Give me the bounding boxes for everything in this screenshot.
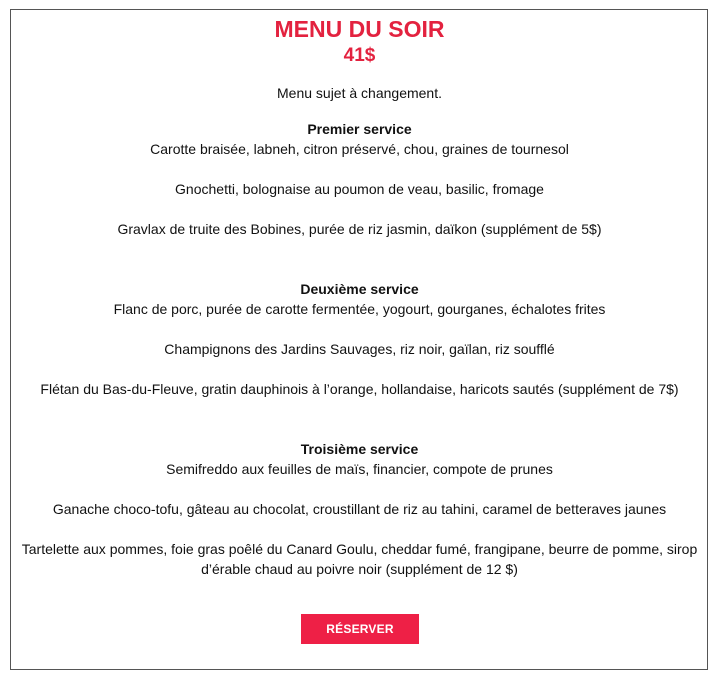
- menu-item: Gnochetti, bolognaise au poumon de veau, basilic, fromage: [175, 181, 544, 197]
- menu-item-continuation: d’érable chaud au poivre noir (supplément de 12 $): [201, 561, 518, 577]
- section-heading-deuxieme: Deuxième service: [300, 281, 419, 297]
- menu-item: Carotte braisée, labneh, citron préservé, chou, graines de tournesol: [150, 141, 569, 157]
- menu-item: Champignons des Jardins Sauvages, riz noir, gaïlan, riz soufflé: [164, 341, 555, 357]
- section-heading-troisieme: Troisième service: [300, 441, 419, 457]
- menu-item: Ganache choco-tofu, gâteau au chocolat, croustillant de riz au tahini, caramel de betteraves jaunes: [52, 501, 667, 517]
- menu-item: Flétan du Bas-du-Fleuve, gratin dauphinois à l’orange, hollandaise, haricots sautés (supplément de 7$): [40, 381, 679, 397]
- section-heading-premier: Premier service: [307, 121, 412, 137]
- reserve-button[interactable]: RÉSERVER: [301, 614, 419, 644]
- menu-item: Gravlax de truite des Bobines, purée de riz jasmin, daïkon (supplément de 5$): [117, 221, 602, 237]
- menu-item: Semifreddo aux feuilles de maïs, financier, compote de prunes: [166, 461, 553, 477]
- menu-title: MENU DU SOIR: [274, 16, 445, 42]
- menu-item: Tartelette aux pommes, foie gras poêlé du Canard Goulu, cheddar fumé, frangipane, beurre de pomme, sirop: [21, 541, 698, 557]
- menu-item: Flanc de porc, purée de carotte fermentée, yogourt, gourganes, échalotes frites: [113, 301, 606, 317]
- menu-note: Menu sujet à changement.: [277, 85, 442, 101]
- menu-price: 41$: [343, 45, 376, 66]
